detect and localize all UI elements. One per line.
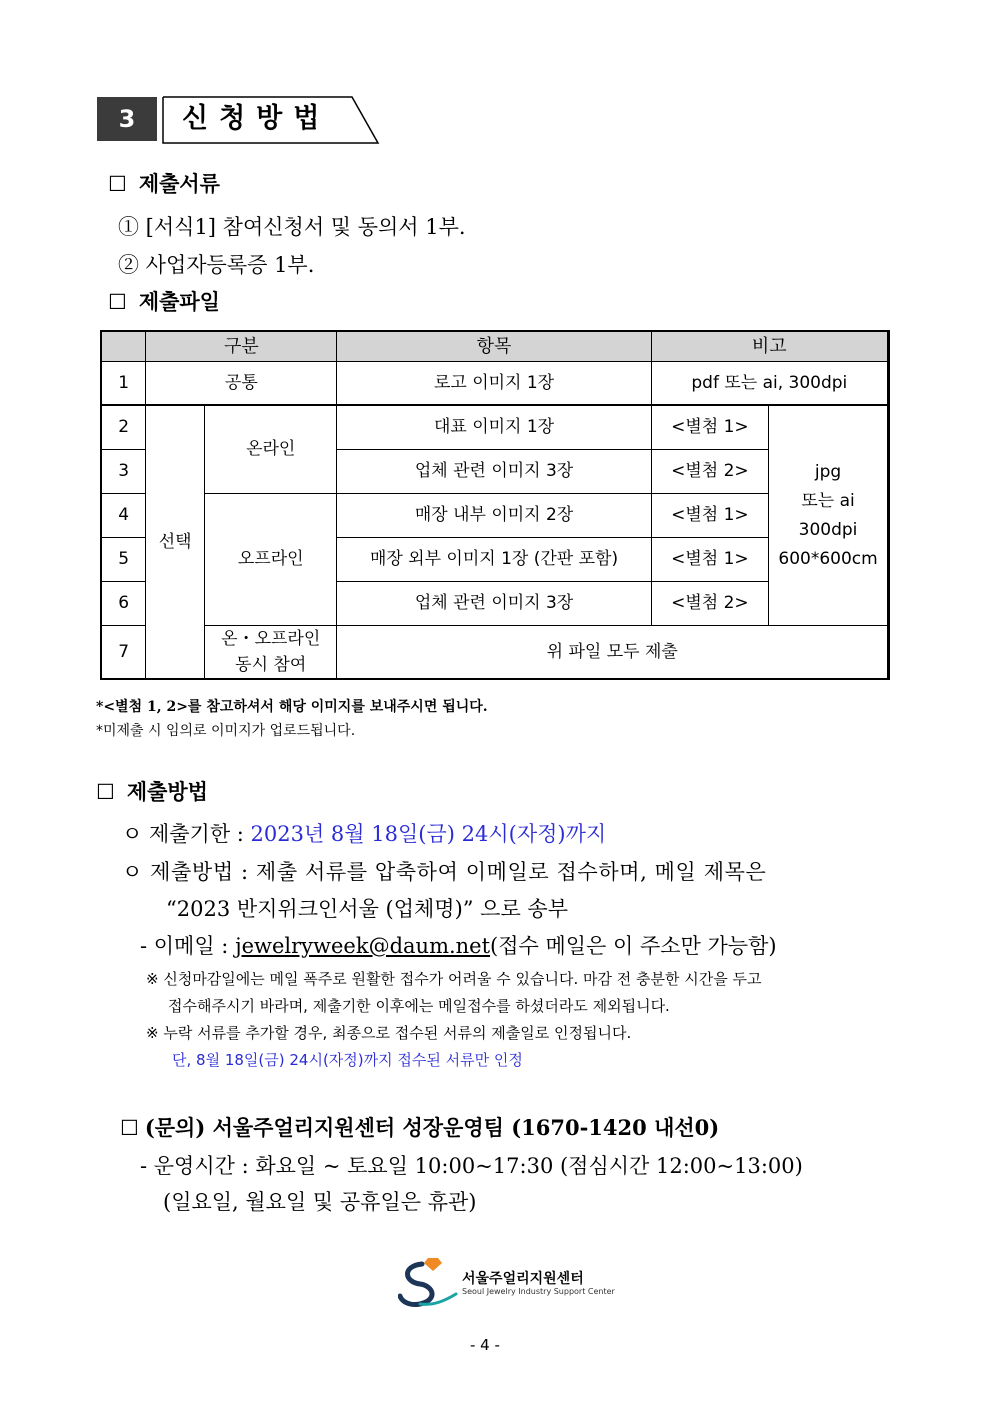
notice-1-line-1: ※ 신청마감일에는 메일 폭주로 원활한 접수가 어려울 수 있습니다. 마감 전 충분한 시간을 두고 <box>146 970 762 988</box>
deadline-line: ㅇ 제출기한 : 2023년 8월 18일(금) 24시(자정)까지 <box>122 822 607 846</box>
row-item: 위 파일 모두 제출 <box>337 626 888 680</box>
table-row <box>101 405 889 450</box>
row-sub-online: 온라인 <box>205 405 337 494</box>
docs-item-1: ① [서식1] 참여신청서 및 동의서 1부. <box>118 215 466 239</box>
checkbox-square-icon: ☐ <box>120 1116 139 1140</box>
logo-subtitle: Seoul Jewelry Industry Support Center <box>462 1287 615 1296</box>
email-link[interactable]: jewelryweek@daum.net <box>235 934 491 958</box>
row-no: 3 <box>101 450 146 494</box>
row-no: 6 <box>101 582 146 626</box>
row-note: pdf 또는 ai, 300dpi <box>651 362 887 406</box>
table-row <box>101 626 889 680</box>
row-ref: <별첨 1> <box>651 538 768 582</box>
row-no: 7 <box>101 626 146 680</box>
notice-1-line-2: 접수해주시기 바라며, 제출기한 이후에는 메일접수를 하셨더라도 제외됩니다. <box>168 997 670 1015</box>
checkbox-square-icon: ☐ <box>96 780 115 804</box>
row-category: 공통 <box>146 362 337 406</box>
method-line-2: “2023 반지위크인서울 (업체명)” 으로 송부 <box>166 897 569 921</box>
row-item: 업체 관련 이미지 3장 <box>337 450 651 494</box>
row-spec-empty <box>888 582 890 626</box>
row-ref: <별첨 2> <box>651 582 768 626</box>
row-ref: <별첨 1> <box>651 494 768 538</box>
docs-item-2: ② 사업자등록증 1부. <box>118 253 315 277</box>
deadline-value: 2023년 8월 18일(금) 24시(자정)까지 <box>250 822 607 846</box>
row-no: 2 <box>101 405 146 450</box>
note-attachment: *<별첨 1, 2>를 참고하셔서 해당 이미지를 보내주시면 됩니다. <box>96 699 488 715</box>
section-number: 3 <box>97 97 157 141</box>
row-item: 매장 외부 이미지 1장 (간판 포함) <box>337 538 651 582</box>
checkbox-square-icon: ☐ <box>108 290 127 314</box>
row-ref: <별첨 1> <box>651 405 768 450</box>
header-note: 비고 <box>651 331 887 362</box>
section-title: 신청방법 <box>182 103 331 134</box>
page-number: - 4 - <box>470 1336 500 1354</box>
table-row <box>101 362 889 406</box>
header-category: 구분 <box>146 331 337 362</box>
docs-heading: ☐ 제출서류 <box>108 171 220 196</box>
method-line-1: ㅇ 제출방법 : 제출 서류를 압축하여 이메일로 접수하며, 메일 제목은 <box>122 860 767 884</box>
notice-2-line-1: ※ 누락 서류를 추가할 경우, 최종으로 접수된 서류의 제출일로 인정됩니다. <box>146 1024 632 1042</box>
jewelry-center-logo-icon <box>398 1256 458 1308</box>
row-no: 5 <box>101 538 146 582</box>
row-item: 매장 내부 이미지 2장 <box>337 494 651 538</box>
header-item: 항목 <box>337 331 651 362</box>
checkbox-square-icon: ☐ <box>108 172 127 196</box>
row-ref: <별첨 2> <box>651 450 768 494</box>
row-item: 대표 이미지 1장 <box>337 405 651 450</box>
contact-heading: ☐ (문의) 서울주얼리지원센터 성장운영팀 (1670-1420 내선0) <box>120 1115 720 1140</box>
email-line: - 이메일 : jewelryweek@daum.net(접수 메일은 이 주소만 가능함) <box>140 934 777 958</box>
files-heading: ☐ 제출파일 <box>108 289 220 314</box>
row-no: 4 <box>101 494 146 538</box>
row-item: 업체 관련 이미지 3장 <box>337 582 651 626</box>
file-table <box>100 330 890 680</box>
note-missing: *미제출 시 임의로 이미지가 업로드됩니다. <box>96 723 356 739</box>
row-group-select: 선택 <box>146 405 205 679</box>
hours-line-1: - 운영시간 : 화요일 ~ 토요일 10:00~17:30 (점심시간 12:00~13:00) <box>140 1154 803 1178</box>
notice-2-line-2: 단, 8월 18일(금) 24시(자정)까지 접수된 서류만 인정 <box>172 1051 523 1069</box>
method-heading: ☐ 제출방법 <box>96 779 208 804</box>
row-sub-both: 온・오프라인 동시 참여 <box>205 626 337 680</box>
hours-line-2: (일요일, 월요일 및 공휴일은 휴관) <box>163 1190 477 1214</box>
row-no: 1 <box>101 362 146 406</box>
row-spec: jpg 또는 ai 300dpi 600*600cm <box>769 405 888 626</box>
row-item: 로고 이미지 1장 <box>337 362 651 406</box>
row-sub-offline: 오프라인 <box>205 494 337 626</box>
logo-name: 서울주얼리지원센터 <box>462 1271 584 1287</box>
table-header-row <box>101 331 889 362</box>
header-no <box>101 331 146 362</box>
